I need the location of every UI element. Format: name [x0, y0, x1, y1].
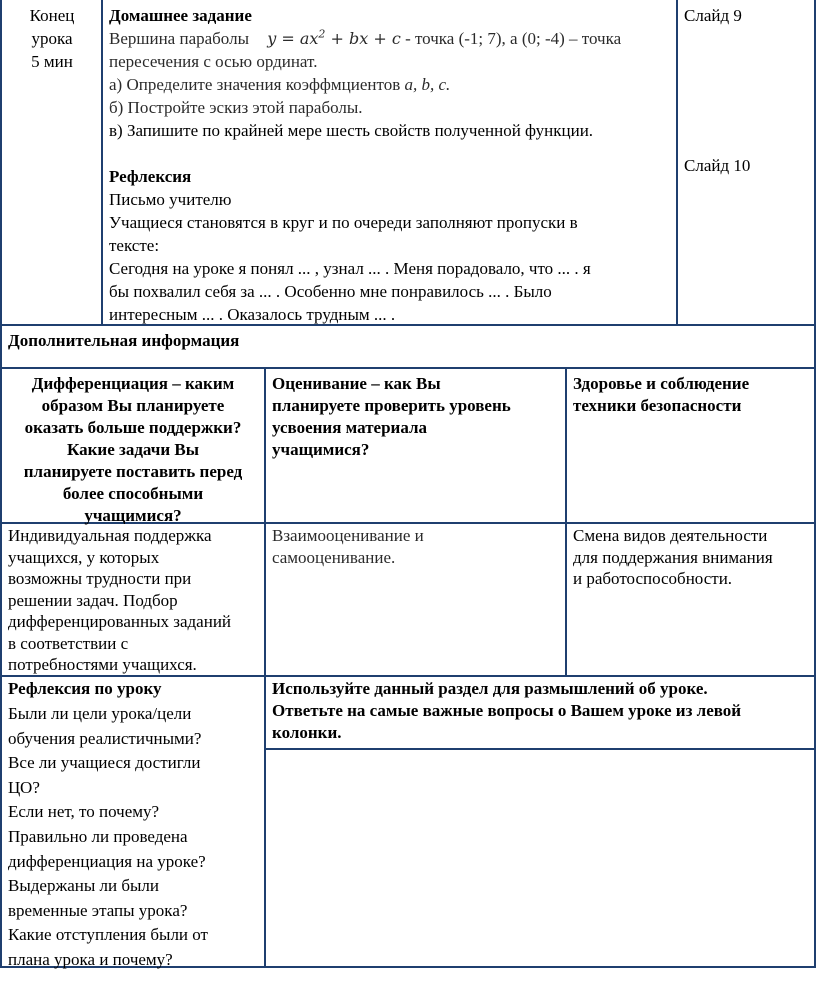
stage-line: 5 мин	[31, 52, 73, 71]
parabola-formula	[267, 29, 401, 48]
divider-mid-2	[565, 367, 567, 677]
content-line: Взаимооценивание и	[272, 526, 424, 545]
formula-plus2: +	[368, 29, 392, 48]
stage-line: Конец	[29, 6, 75, 25]
header-line: планируете проверить уровень	[272, 396, 511, 415]
header-line: более способными	[62, 484, 204, 503]
content-assessment	[272, 525, 562, 568]
header-line: усвоения материала	[272, 418, 428, 437]
reflection-question: Были ли цели урока/цели	[8, 704, 192, 723]
task-c: в) Запишите по крайней мере шесть свойств полученной функции.	[109, 121, 594, 140]
content-line: решении задач. Подбор	[8, 590, 178, 610]
content-line: учащихся, у которых	[8, 547, 160, 567]
reflection-line: тексте:	[109, 236, 160, 255]
formula-bx: bx	[349, 29, 369, 48]
header-health	[573, 373, 813, 417]
formula-exp: 2	[318, 27, 326, 41]
border-left	[0, 0, 2, 968]
hline-2	[0, 367, 816, 369]
content-line: самооценивание.	[272, 547, 396, 567]
reflection-line: Письмо учителю	[109, 190, 232, 209]
homework-line-1	[109, 27, 675, 50]
reflection-answer-area[interactable]	[266, 750, 814, 966]
formula-c: c	[391, 29, 401, 48]
reflection-question: Выдержаны ли были	[8, 876, 159, 896]
reflection-line: интересным ... . Оказалось трудным ... .	[109, 305, 396, 324]
reflection-instruction	[272, 678, 812, 744]
homework-cell	[109, 4, 675, 326]
reflection-line: Сегодня на уроке я понял ... , узнал ... . Меня порадовало, что ... . я	[109, 259, 591, 278]
content-line: в соответствии с	[8, 633, 129, 653]
reflection-question: ЦО?	[8, 777, 40, 797]
header-line: Оценивание – как Вы	[272, 374, 441, 393]
instruction-line: Ответьте на самые важные вопросы о Вашем уроке из левой	[272, 701, 742, 720]
header-line: оказать больше поддержки?	[24, 418, 242, 437]
reflection-question: плана урока и почему?	[8, 949, 173, 969]
content-line: и работоспособности.	[573, 569, 733, 588]
reflection-question: обучения реалистичными?	[8, 728, 202, 748]
divider-mid-1	[264, 367, 266, 677]
header-line: планируете поставить перед	[23, 462, 243, 481]
homework-intro: Вершина параболы	[109, 29, 249, 48]
homework-line-2: пересечения с осью ординат.	[109, 52, 318, 71]
stage-line: урока	[31, 29, 73, 48]
reflection-question: дифференциация на уроке?	[8, 851, 206, 871]
task-b: б) Постройте эскиз этой параболы.	[109, 98, 363, 117]
reflection-question: временные этапы урока?	[8, 900, 188, 920]
content-health	[573, 525, 813, 590]
task-a	[109, 73, 675, 96]
header-line: учащимися?	[84, 506, 182, 525]
homework-rest-1: - точка (-1; 7), а (0; -4) – точка	[400, 29, 622, 48]
content-line: возможны трудности при	[8, 569, 192, 588]
content-line: дифференцированных заданий	[8, 612, 232, 631]
content-line: потребностями учащихся.	[8, 655, 197, 674]
lesson-reflection	[8, 678, 262, 973]
slide-9: Слайд 9	[684, 6, 742, 25]
formula-a: ax	[299, 29, 319, 48]
reflection-question: Правильно ли проведена	[8, 826, 188, 846]
divider-top-1	[101, 0, 103, 325]
header-line: техники безопасности	[573, 396, 742, 415]
stage-cell	[4, 4, 100, 73]
content-line: Индивидуальная поддержка	[8, 526, 212, 545]
header-differentiation	[4, 373, 262, 527]
header-assessment	[272, 373, 562, 461]
content-line: для поддержания внимания	[573, 547, 773, 567]
reflection-line: Учащиеся становятся в круг и по очереди заполняют пропуски в	[109, 213, 578, 232]
additional-info-title: Дополнительная информация	[8, 331, 240, 350]
formula-y: y	[267, 29, 277, 48]
header-line: Какие задачи Вы	[67, 440, 199, 459]
reflection-title: Рефлексия	[109, 167, 192, 186]
homework-title: Домашнее задание	[109, 6, 252, 25]
slide-10: Слайд 10	[684, 156, 751, 175]
header-line: учащимися?	[272, 440, 370, 459]
content-line: Смена видов деятельности	[573, 526, 768, 545]
lesson-reflection-title: Рефлексия по уроку	[8, 679, 162, 698]
reflection-question: Какие отступления были от	[8, 925, 208, 945]
formula-plus1: +	[325, 29, 349, 48]
header-line: образом Вы планируете	[41, 396, 225, 415]
header-line: Дифференциация – каким	[31, 374, 235, 393]
content-differentiation	[8, 525, 264, 676]
reflection-question: Если нет, то почему?	[8, 802, 160, 822]
task-a-vars: a, b, c.	[404, 75, 451, 94]
reflection-question: Все ли учащиеся достигли	[8, 753, 201, 773]
task-a-text: а) Определите значения коэффмциентов	[109, 75, 405, 94]
instruction-line: Используйте данный раздел для размышлений об уроке.	[272, 679, 708, 698]
formula-eq: =	[276, 29, 300, 48]
divider-top-2	[676, 0, 678, 325]
instruction-line: колонки.	[272, 723, 342, 742]
header-line: Здоровье и соблюдение	[573, 374, 750, 393]
reflection-line: бы похвалил себя за ... . Особенно мне понравилось ... . Было	[109, 282, 552, 301]
